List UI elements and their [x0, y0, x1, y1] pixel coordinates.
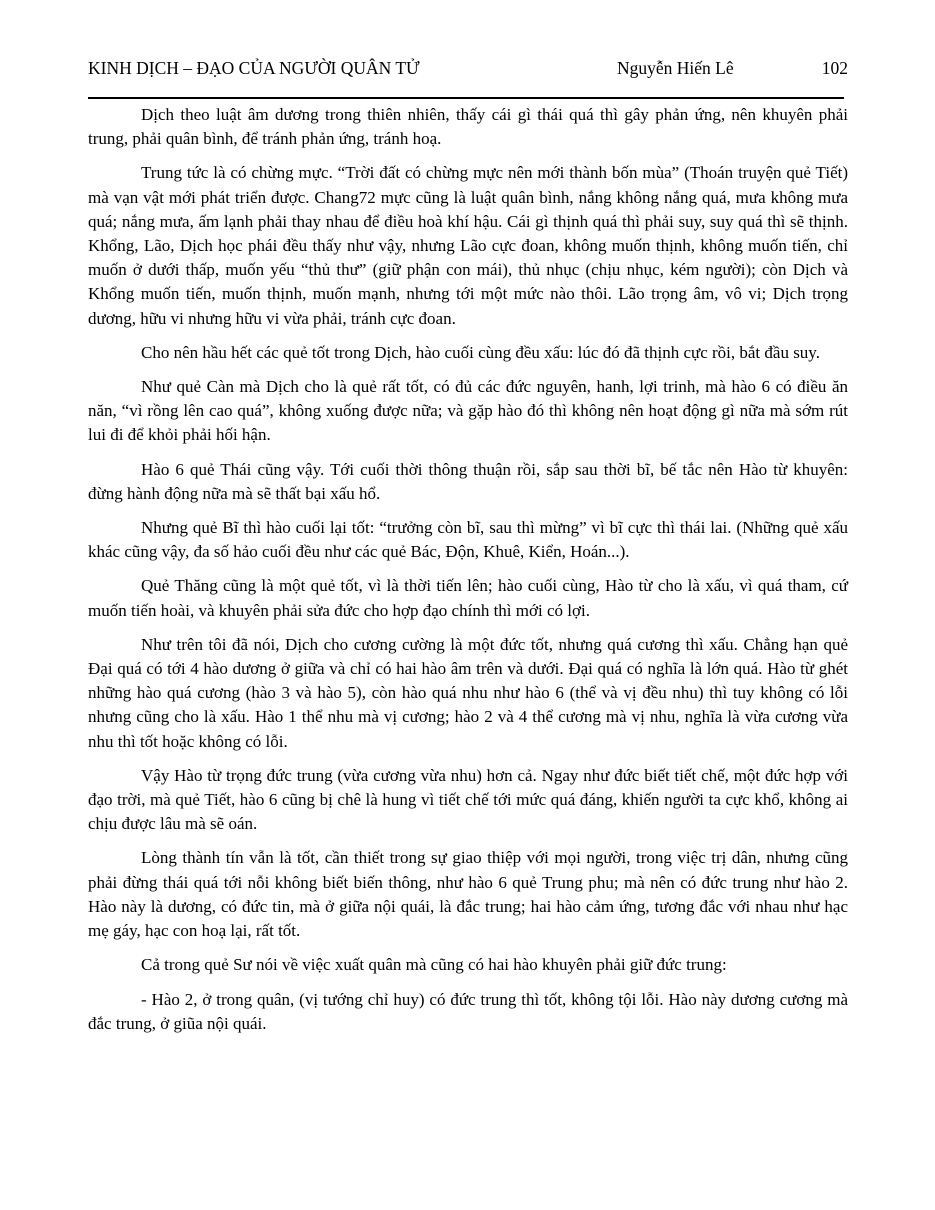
book-title: KINH DỊCH – ĐẠO CỦA NGƯỜI QUÂN TỬ	[88, 58, 420, 78]
paragraph: Quẻ Thăng cũng là một quẻ tốt, vì là thời tiến lên; hào cuối cùng, Hào từ cho là xấu, vì quá tham, cứ muốn tiến hoài, và khuyên phải sửa đức cho hợp đạo chính thì mới có lợi.	[88, 576, 848, 620]
paragraph: Hào 6 quẻ Thái cũng vậy. Tới cuối thời thông thuận rồi, sắp sau thời bĩ, bế tắc nên Hào từ khuyên: đừng hành động nữa mà sẽ thất bại xấu hổ.	[88, 459, 848, 503]
page-number: 102	[821, 58, 848, 78]
paragraph: Trung tức là có chừng mực. “Trời đất có chừng mực nên mới thành bốn mùa” (Thoán truyện quẻ Tiết) mà vạn vật mới phát triển được. Chang72 mực cũng là luật quân bình, nắng không nắng quá, mưa không mưa quá; nắng mưa, ấm lạnh phải thay nhau để điều hoà khí hậu. Cái gì thịnh quá thì phải suy, suy quá thì sẽ thịnh. Khổng, Lão, Dịch học phái đều thấy như vậy, nhưng Lão cực đoan, không muốn thịnh, không muốn tiến, chỉ muốn ở dưới thấp, muốn yếu “thủ thư” (giữ phận con mái), thủ nhục (chịu nhục, kém người); còn Dịch và Khổng muốn tiến, muốn thịnh, muốn mạnh, nhưng tới một mức nào thôi. Lão trọng âm, vô vi; Dịch trọng dương, hữu vi nhưng hữu vi vừa phải, tránh cực đoan.	[88, 163, 848, 328]
paragraph: Nhưng quẻ Bĩ thì hào cuối lại tốt: “trưởng còn bĩ, sau thì mừng” vì bĩ cực thì thái lai. (Những quẻ xấu khác cũng vậy, đa số hảo cuối đều như các quẻ Bác, Độn, Khuê, Kiển, Hoán...).	[88, 518, 848, 562]
paragraph: Lòng thành tín vẫn là tốt, cần thiết trong sự giao thiệp với mọi người, trong việc trị dân, nhưng cũng phải đừng thái quá tới nỗi không biết biến thông, như hào 6 quẻ Trung phu; mà nên có đức trung như hào 2. Hào này là dương, có đức tin, mà ở giữa nội quái, là đắc trung; hai hào cảm ứng, tương đắc với nhau như hạc mẹ gáy, hạc con hoạ lại, rất tốt.	[88, 848, 848, 941]
body-text	[88, 103, 848, 1046]
paragraph: Như trên tôi đã nói, Dịch cho cương cường là một đức tốt, nhưng quá cương thì xấu. Chẳng hạn quẻ Đại quá có tới 4 hào dương ở giữa và chỉ có hai hào âm trên và dưới. Đại quá có nghĩa là lớn quá. Hào từ ghét những hào quá cương (hào 3 và hào 5), còn hào quá nhu như hào 6 (thể và vị đều nhu) thì tuy không có lỗi nhưng cũng cho là xấu. Hào 1 thể nhu mà vị cương; hào 2 và 4 thể cương mà vị nhu, nghĩa là vừa cương vừa nhu thì tốt hoặc không có lỗi.	[88, 634, 848, 751]
paragraph: Vậy Hào từ trọng đức trung (vừa cương vừa nhu) hơn cả. Ngay như đức biết tiết chế, một đức hợp với đạo trời, mà quẻ Tiết, hào 6 cũng bị chê là hung vì tiết chế tới mức quá đáng, khiến người ta cực khổ, không ai chịu được lâu mà sẽ oán.	[88, 765, 848, 834]
paragraph: Cả trong quẻ Sư nói về việc xuất quân mà cũng có hai hào khuyên phải giữ đức trung:	[141, 955, 727, 975]
paragraph: Như quẻ Càn mà Dịch cho là quẻ rất tốt, có đủ các đức nguyên, hanh, lợi trinh, mà hào 6 có điều ăn năn, “vì rồng lên cao quá”, không xuống được nữa; và gặp hào đó thì không nên hoạt động gì nữa mà sớm rút lui đi để khỏi phải hối hận.	[88, 377, 848, 445]
author-name: Nguyễn Hiến Lê	[617, 58, 734, 78]
paragraph: Dịch theo luật âm dương trong thiên nhiên, thấy cái gì thái quá thì gây phản ứng, nên khuyên phải trung, phải quân bình, để tránh phản ứng, tránh hoạ.	[88, 105, 848, 149]
paragraph: Cho nên hầu hết các quẻ tốt trong Dịch, hào cuối cùng đều xấu: lúc đó đã thịnh cực rồi, bắt đầu suy.	[141, 342, 820, 362]
paragraph: - Hào 2, ở trong quân, (vị tướng chỉ huy) có đức trung thì tốt, không tội lỗi. Hào này dương cương mà đắc trung, ở giũa nội quái.	[88, 989, 848, 1033]
header-divider	[88, 97, 844, 99]
page-header	[88, 56, 848, 82]
